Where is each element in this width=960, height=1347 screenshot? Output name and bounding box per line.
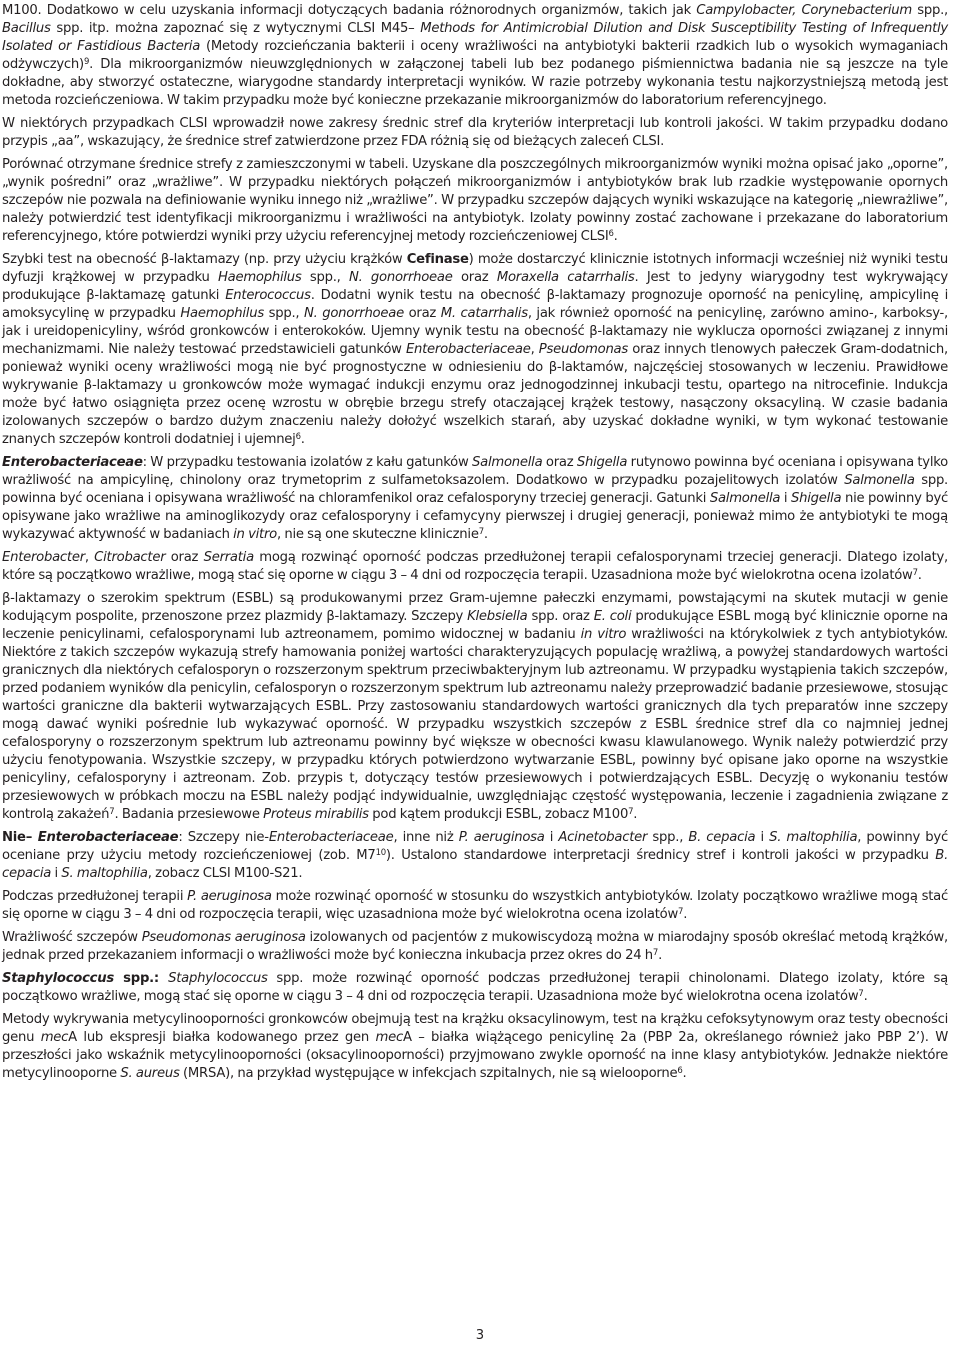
paragraph-12 (2, 1011, 948, 1083)
text-run: Corynebacterium (801, 3, 912, 18)
text-run: W niektórych przypadkach CLSI wprowadził nowe zakresy średnic stref dla kryteriów interpretacji lub kontroli jakości. W takim przypadku dodano przypis „aa”, wskazujący, że średnice stref zatwierdzone przez FDA różnią się od bieżących zaleceń CLSI. (2, 116, 948, 149)
text-run: ) może dostarczyć klinicznie istotnych informacji wcześniej niż wyniki testu dyfuzji krążkowej w przypadku (2, 252, 948, 285)
text-run: . Badania przesiewowe (114, 807, 264, 822)
text-run: spp. powinna być oceniana i opisywana wrażliwość na chloramfenikol oraz cefalosporyny trzeciej generacji. Gatunki (2, 473, 949, 506)
text-run: : W przypadku testowania izolatów z kału gatunków (142, 455, 473, 470)
text-run: oraz (542, 455, 577, 470)
text-run: Salmonella (709, 491, 781, 506)
text-run: spp., (263, 306, 305, 321)
text-run: 9 (83, 57, 90, 67)
text-run: . (917, 568, 922, 583)
text-run: oraz (403, 306, 441, 321)
text-run: , (84, 550, 95, 565)
text-run: . Dla mikroorganizmów nieuwzględnionych w załączonej tabeli lub bez podanego piśmiennictwa badania nie są jeszcze na tyle dokładne, aby stworzyć ostateczne, wiarygodne standardy interpretacji wyników. W razie potrzeby wykonania testu najkorzystniejszą metodą jest metoda rozcieńczeniowa. W takim przypadku może być konieczne przekazanie mikroorganizmów do laboratorium referencyjnego. (2, 57, 948, 108)
text-run: 7 (628, 807, 634, 817)
text-run: Staphylococcus (2, 971, 114, 986)
paragraph-1 (2, 2, 948, 110)
text-run: i (51, 866, 62, 881)
text-run: . (613, 229, 618, 244)
text-run: . (683, 907, 688, 922)
text-run: i (780, 491, 791, 506)
text-run: Salmonella (844, 473, 915, 488)
paragraph-3 (2, 156, 948, 246)
text-run: (MRSA), na przykład występujące w infekcjach szpitalnych, nie są wielooporne (179, 1066, 678, 1081)
text-run: S. maltophilia (61, 866, 148, 881)
text-run: Cefinase (406, 252, 469, 267)
text-run: Methods for Antimicrobial Dilution and Disk Susceptibility Testing of Infrequently Isolated or Fastidious Bacteria (2, 21, 948, 54)
text-run: 10 (375, 848, 386, 858)
text-run: Enterobacter (2, 550, 85, 565)
paragraph-9 (2, 888, 948, 924)
text-run: mec (375, 1030, 403, 1045)
text-run: może rozwinąć oporność w stosunku do wszystkich antybiotyków. Izolaty początkowo wrażliwe mogą stać się oporne w ciągu 3 – 4 dni od rozpoczęcia terapii, więc uzasadniona może być wielokrotna ocena izolatów (2, 889, 948, 922)
text-run: in vitro (580, 627, 627, 642)
text-run: S. aureus (120, 1066, 180, 1081)
paragraph-8 (2, 829, 948, 883)
text-run: spp. itp. można zapoznać się z wytycznymi CLSI M45– (50, 21, 421, 36)
text-run: spp., (911, 3, 948, 18)
text-run: Salmonella (472, 455, 543, 470)
text-run: . (483, 527, 488, 542)
text-run: 7 (912, 568, 918, 578)
text-run: Shigella (791, 491, 842, 506)
text-run: . (658, 948, 663, 963)
text-run: 6 (677, 1066, 683, 1076)
text-run: β-laktamazy o szerokim spektrum (ESBL) są produkowanymi przez Gram-ujemne pałeczki enzymami, powstającymi na skutek mutacji w genie kodującym pospolite, przenoszone przez plazmidy β-laktamazy. Szczepy (2, 591, 948, 624)
text-run: , jak również oporność na penicylinę, zarówno amino-, karboksy-, jak i ureidopenicyliny, wśród gronkowców i enterokoków. Ujemny wynik testu na obecność β-laktamazy nie wyklucza oporności związanej z innymi mechanizmami. Nie należy testować przedstawicieli gatunków (2, 306, 948, 357)
text-run: . Jest to jedyny wiarygodny test wykrywający produkujące β-laktamazę gatunki (2, 270, 948, 303)
text-run: Shigella (576, 455, 628, 470)
text-run: Wrażliwość szczepów (2, 930, 142, 945)
text-run: (Metody rozcieńczania bakterii i oceny wrażliwości na antybiotyki bakterii rzadkich lub o wysokich wymaganiach odżywczych) (2, 39, 949, 72)
text-run: . (633, 807, 638, 822)
text-run: 7 (678, 907, 684, 917)
text-run: Podczas przedłużonej terapii (2, 889, 188, 904)
text-run: Haemophilus (180, 306, 264, 321)
text-run: Citrobacter (94, 550, 166, 565)
text-run: Pseudomonas (538, 342, 629, 357)
text-run: : Szczepy nie- (178, 830, 269, 845)
text-run: M100. Dodatkowo w celu uzyskania informacji dotyczących badania różnorodnych organizmów, takich jak (2, 3, 697, 18)
text-run: Porównać otrzymane średnice strefy z zamieszczonymi w tabeli. Uzyskane dla poszczególnych mikroorganizmów wyniki można opisać jako „oporne”, „wynik pośredni” oraz „wrażliwe”. W przypadku niektórych połączeń mikroorganizmów i antybiotyków brak lub rzadkie występowanie opornych szczepów nie pozwala na definiowanie wyniku innego niż „wrażliwe”. W przypadku szczepów dających wyniki wskazujące na kategorię „niewrażliwe”, należy potwierdzić test identyfikacji mikroorganizmu i wrażliwości na antybiotyk. Izolaty powinny zostać zachowane i przekazane do laboratorium referencyjnego, które potwierdzi wyniki przy użyciu referencyjnej metody rozcieńczeniowej CLSI (2, 157, 948, 244)
text-run: Enterobacteriaceae (37, 830, 179, 845)
paragraph-6 (2, 549, 948, 585)
text-run: Enterobacteriaceae (2, 455, 143, 470)
text-run: Haemophilus (217, 270, 302, 285)
text-run: 7 (858, 989, 864, 999)
text-run: B. cepacia (2, 848, 949, 881)
paragraph-2 (2, 115, 948, 151)
text-run: N. gonorrhoeae (304, 306, 404, 321)
paragraph-4 (2, 251, 948, 449)
text-run: , inne niż (393, 830, 459, 845)
text-run: P. aeruginosa (187, 889, 272, 904)
text-run: 7 (478, 527, 484, 537)
text-run: B. cepacia (688, 830, 756, 845)
text-run: 6 (295, 432, 301, 442)
text-run: i (755, 830, 770, 845)
text-run: Enterobacteriaceae (405, 342, 531, 357)
text-run: Moraxella catarrhalis (496, 270, 635, 285)
text-run: . (682, 1066, 687, 1081)
text-run: 7 (109, 807, 115, 817)
text-run: 7 (652, 948, 659, 958)
paragraph-11 (2, 970, 948, 1006)
text-run: Proteus mirabilis (263, 807, 369, 822)
text-run: Klebsiella (467, 609, 528, 624)
text-run: izolowanych od pacjentów z mukowiscydozą można w miarodajny sposób określać metodą krążków, jednak przed przekazaniem informacji o wrażliwości może być konieczna inkubacja przez okres do 24 h (2, 930, 948, 963)
text-run: Szybki test na obecność β-laktamazy (np. przy użyciu krążków (2, 252, 407, 267)
text-run: , nie są one skuteczne klinicznie (276, 527, 479, 542)
text-run: nie powinny być opisywane jako wrażliwe na aminoglikozydy oraz cefalosporyny i cefamycyny pierwszej i drugiej generacji, ponieważ mimo że antybiotyki te mogą wykazywać aktywność w badaniach (2, 491, 949, 542)
text-run: Acinetobacter (558, 830, 648, 845)
text-run: Serratia (203, 550, 254, 565)
text-run: , (530, 342, 539, 357)
text-run: Enterococcus (225, 288, 311, 303)
paragraph-5 (2, 454, 948, 544)
text-run: i (544, 830, 559, 845)
text-run: A – białka wiążącego penicylinę 2a (PBP 2a, określanego również jako PBP 2’). W przeszłości jako wskaźnik metycylinooporności (oksacylinooporności) przyjmowano zwykle oporność na inne klasy antybiotyków. Jednakże niektóre metycylinooporne (2, 1030, 948, 1081)
paragraph-7 (2, 590, 948, 824)
text-run: pod kątem produkcji ESBL, zobacz M100 (368, 807, 629, 822)
text-run: spp. oraz (527, 609, 594, 624)
text-run: oraz (452, 270, 497, 285)
text-run: A lub ekspresji białka kodowanego przez gen (68, 1030, 376, 1045)
text-run: mec (40, 1030, 69, 1045)
text-run: oraz innych tlenowych pałeczek Gram-dodatnich, ponieważ wyniki oceny wrażliwości mogą nie być prognostyczne w odniesieniu do β-laktamów, najczęściej stosowanych w leczeniu. Prawidłowe wykrywanie β-laktamazy u gronkowców może wymagać indukcji enzymu oraz jednogodzinnej inkubacji testu, opartego na nitrocefinie. Indukcja może być łatwo osiągnięta przez ocenę wzrostu w obrębie brzegu strefy otaczającej krążek testowy, nasączony oksacyliną. W czasie badania izolowanych szczepów o bardzo dużym znaczeniu należy dołożyć wszelkich starań, aby uzyskać dokładne wyniki, w tym wykonać testowanie znanych szczepów kontroli dodatniej i ujemnej (2, 342, 948, 447)
text-run: oraz (165, 550, 204, 565)
text-run: , powinny być oceniane przy użyciu metody rozcieńczeniowej (zob. M7 (2, 830, 948, 863)
text-run: in vitro (233, 527, 277, 542)
text-run: Nie– (2, 830, 38, 845)
text-run: Campylobacter, (696, 3, 797, 18)
text-run: 6 (608, 229, 614, 239)
text-run: Staphylococcus (168, 971, 268, 986)
page-number: 3 (475, 1328, 485, 1343)
text-run: ). Ustalono standardowe interpretacji średnicy stref i kontroli jakości w przypadku (385, 848, 936, 863)
text-run: N. gonorrhoeae (348, 270, 453, 285)
text-run: M. catarrhalis (440, 306, 528, 321)
text-run: E. coli (593, 609, 632, 624)
text-run: spp. może rozwinąć oporność podczas przedłużonej terapii chinolonami. Dlatego izolaty, które są początkowo wrażliwe, mogą stać się oporne w ciągu 3 – 4 dni od rozpoczęcia terapii. Uzasadniona może być wielokrotna ocena izolatów (2, 971, 948, 1004)
text-run: Enterobacteriaceae (268, 830, 394, 845)
text-run: spp., (301, 270, 349, 285)
text-run: , zobacz CLSI M100-S21. (147, 866, 303, 881)
text-run: produkujące ESBL mogą być klinicznie oporne na leczenie penicylinami, cefalosporynami lub aztreonamem, pomimo widocznej w badaniu (2, 609, 948, 642)
text-run: Pseudomonas aeruginosa (141, 930, 306, 945)
text-run: . Dodatni wynik testu na obecność β-laktamazy prognozuje oporność na penicylinę, ampicylinę i amoksycylinę w przypadku (2, 288, 948, 321)
text-run: . (300, 432, 305, 447)
paragraph-10 (2, 929, 948, 965)
text-run: rutynowo powinna być oceniana i opisywana tylko wrażliwość na ampicylinę, chinolony oraz trymetoprim z sulfametoksazolem. Dodatkowo w przypadku pozajelitowych izolatów (2, 455, 948, 488)
text-run: S. maltophilia (769, 830, 858, 845)
text-run: spp., (647, 830, 689, 845)
text-run: spp.: (113, 971, 169, 986)
text-run: . (863, 989, 868, 1004)
text-run: P. aeruginosa (458, 830, 545, 845)
text-run: Metody wykrywania metycylinooporności gronkowców obejmują test na krążku oksacylinowym, test na krążku cefoksytynowym oraz testy obecności genu (2, 1012, 948, 1045)
text-run: Bacillus (2, 21, 51, 36)
text-run: wrażliwości na którykolwiek z tych antybiotyków. Niektóre z takich szczepów wykazują strefy hamowania poniżej wartości charakteryzujących populację wrażliwą, a powyżej standardowych wartości granicznych dla niektórych cefalosporyn o rozszerzonym spektrum przeciwbakteryjnym lub aztreonamu. W przypadku wystąpienia takich szczepów, przed podaniem wyników dla penicylin, cefalosporyn o rozszerzonym spektrum lub aztreonamu należy przeprowadzić badanie przesiewowe, stosując wartości graniczne dla bakterii wytwarzających ESBL. Przy zastosowaniu standardowych wartości granicznych dla tych preparatów inne szczepy mogą dawać wyniki pośrednie lub wykazywać oporność. W przypadku wszystkich szczepów z ESBL średnice stref dla co najmniej jednej cefalosporyny o rozszerzonym spektrum lub aztreonamu powinny być większe w obecności kwasu klawulanowego. Wynik należy potwierdzić przy użyciu fenotypowania. Wszystkie szczepy, w przypadku których potwierdzono wytwarzanie ESBL, powinny być opisane jako oporne na wszystkie penicyliny, cefalosporyny i aztreonam. Zob. przypis t, dotyczący testów przesiewowych i potwierdzających ESBL. Decyzję o wykonaniu testów przesiewowych w próbkach moczu na ESBL należy podjąć indywidualnie, uwzględniając częstość występowania, leczenie i zagadnienia związane z kontrolą zakażeń (2, 627, 949, 822)
text-run: mogą rozwinąć oporność podczas przedłużonej terapii cefalosporynami trzeciej generacji. Dlatego izolaty, które są początkowo wrażliwe, mogą stać się oporne w ciągu 3 – 4 dni od rozpoczęcia terapii. Uzasadniona może być wielokrotna ocena izolatów (2, 550, 948, 583)
